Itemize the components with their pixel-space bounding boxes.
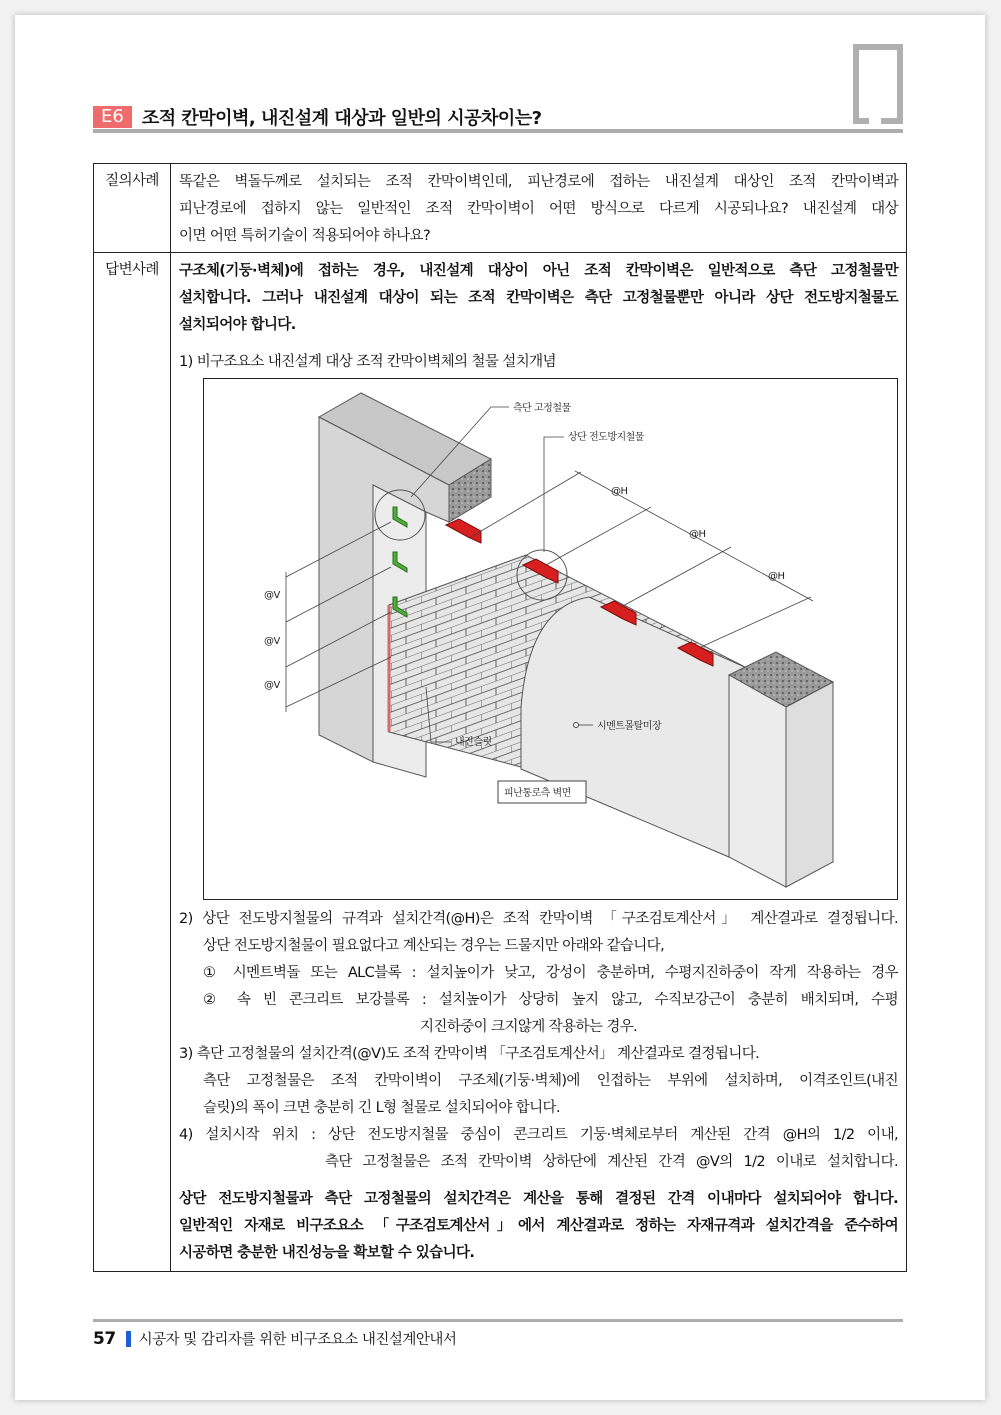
label-v-spacing: @V (264, 680, 280, 691)
section-header (93, 104, 542, 130)
bracket-foot (881, 118, 897, 124)
label-v-spacing: @V (264, 636, 280, 647)
answer-intro-line: 설치되어야 합니다. (179, 317, 296, 333)
qa-table (93, 163, 907, 1272)
right-column-side (786, 682, 833, 887)
item-4-line: 4) 설치시작 위치 : 상단 전도방지철물 중심이 콘크리트 기둥·벽체로부터 계산된 간격 @H의 1/2 이내, (179, 1127, 898, 1143)
question-row (94, 164, 907, 253)
item-3-line: 슬릿)의 폭이 크면 충분히 긴 L형 철물로 설치되어야 합니다. (203, 1100, 560, 1116)
corner-bracket-decoration (853, 44, 903, 124)
answer-intro-line: 구조체(기둥·벽체)에 접하는 경우, 내진설계 대상이 아닌 조적 칸막이벽은 일반적으로 측단 고정철물만 (179, 263, 898, 279)
item-2-sub-2-cont: 지진하중이 크지않게 작용하는 경우. (420, 1019, 638, 1035)
question-line: 이면 어떤 특허기술이 적용되어야 하나요? (179, 228, 431, 244)
conclusion-line: 시공하면 충분한 내진성능을 확보할 수 있습니다. (179, 1245, 475, 1261)
bracket-foot (853, 118, 869, 124)
page-title: 조적 칸막이벽, 내진설계 대상과 일반의 시공차이는? (141, 108, 542, 129)
label-evac-side: 피난통로측 벽면 (504, 788, 571, 799)
label-h-spacing: @H (768, 571, 785, 582)
item-2-sub-2: ② 속 빈 콘크리트 보강블록 : 설치높이가 상당히 높지 않고, 수직보강근이 충분히 배치되며, 수평 (203, 992, 898, 1008)
question-line: 똑같은 벽돌두께로 설치되는 조적 칸막이벽인데, 피난경로에 접하는 내진설계 대상인 조적 칸막이벽과 (179, 174, 898, 190)
book-title: 시공자 및 감리자를 위한 비구조요소 내진설계안내서 (138, 1332, 457, 1348)
item-3-line: 측단 고정철물은 조적 칸막이벽이 구조체(기둥·벽체)에 인접하는 부위에 설치하며, 이격조인트(내진 (203, 1073, 898, 1089)
label-v-spacing: @V (264, 590, 280, 601)
item-2-sub-1: ① 시멘트벽돌 또는 ALC블록 : 설치높이가 낮고, 강성이 충분하며, 수평지진하중이 작게 작용하는 경우 (203, 965, 898, 981)
item-2-line: 상단 전도방지철물이 필요없다고 계산되는 경우는 드물지만 아래와 같습니다, (203, 938, 665, 954)
footer-accent-bar (126, 1331, 131, 1347)
label-side-fixture: 측단 고정철물 (513, 403, 571, 414)
footer-divider (93, 1319, 903, 1322)
label-top-anti-overturn: 상단 전도방지철물 (568, 432, 644, 443)
item-2-line: 2) 상단 전도방지철물의 규격과 설치간격(@H)은 조적 칸막이벽 「구조검토계산서」 계산결과로 결정됩니다. (179, 911, 898, 927)
label-seismic-slit: 내진슬릿 (455, 737, 492, 748)
conclusion-line: 상단 전도방지철물과 측단 고정철물의 설치간격은 계산을 통해 결정된 간격 이내마다 설치되어야 합니다. (179, 1191, 898, 1207)
label-h-spacing: @H (689, 529, 706, 540)
right-column-front (729, 675, 786, 887)
diagram-svg (204, 379, 897, 899)
installation-diagram (203, 378, 898, 900)
conclusion-line: 일반적인 자재로 비구조요소 「구조검토계산서」에서 계산결과로 정하는 자재규격과 설치간격을 준수하여 (179, 1218, 898, 1234)
top-anti-overturn-red (446, 519, 481, 543)
answer-row (94, 253, 907, 1272)
section-badge: E6 (93, 106, 132, 128)
answer-label: 답변사례 (94, 253, 171, 1272)
item-4-line: 측단 고정철물은 조적 칸막이벽 상하단에 계산된 간격 @V의 1/2 이내로 설치합니다. (325, 1154, 898, 1170)
label-mortar-finish: 시멘트몰탈미장 (597, 721, 662, 732)
page-number: 57 (93, 1328, 116, 1349)
item-1: 1) 비구조요소 내진설계 대상 조적 칸막이벽체의 철물 설치개념 (179, 354, 556, 370)
question-line: 피난경로에 접하지 않는 일반적인 조적 칸막이벽이 어떤 방식으로 다르게 시공되나요? 내진설계 대상 (179, 201, 898, 217)
header-divider (93, 129, 903, 133)
item-3-line: 3) 측단 고정철물의 설치간격(@V)도 조적 칸막이벽 「구조검토계산서」 계산결과로 결정됩니다. (179, 1046, 760, 1062)
label-h-spacing: @H (611, 486, 628, 497)
answer-intro-line: 설치합니다. 그러나 내진설계 대상이 되는 조적 칸막이벽은 측단 고정철물뿐만 아니라 상단 전도방지철물도 (179, 290, 898, 306)
question-label: 질의사례 (94, 164, 171, 253)
footer (93, 1328, 456, 1349)
